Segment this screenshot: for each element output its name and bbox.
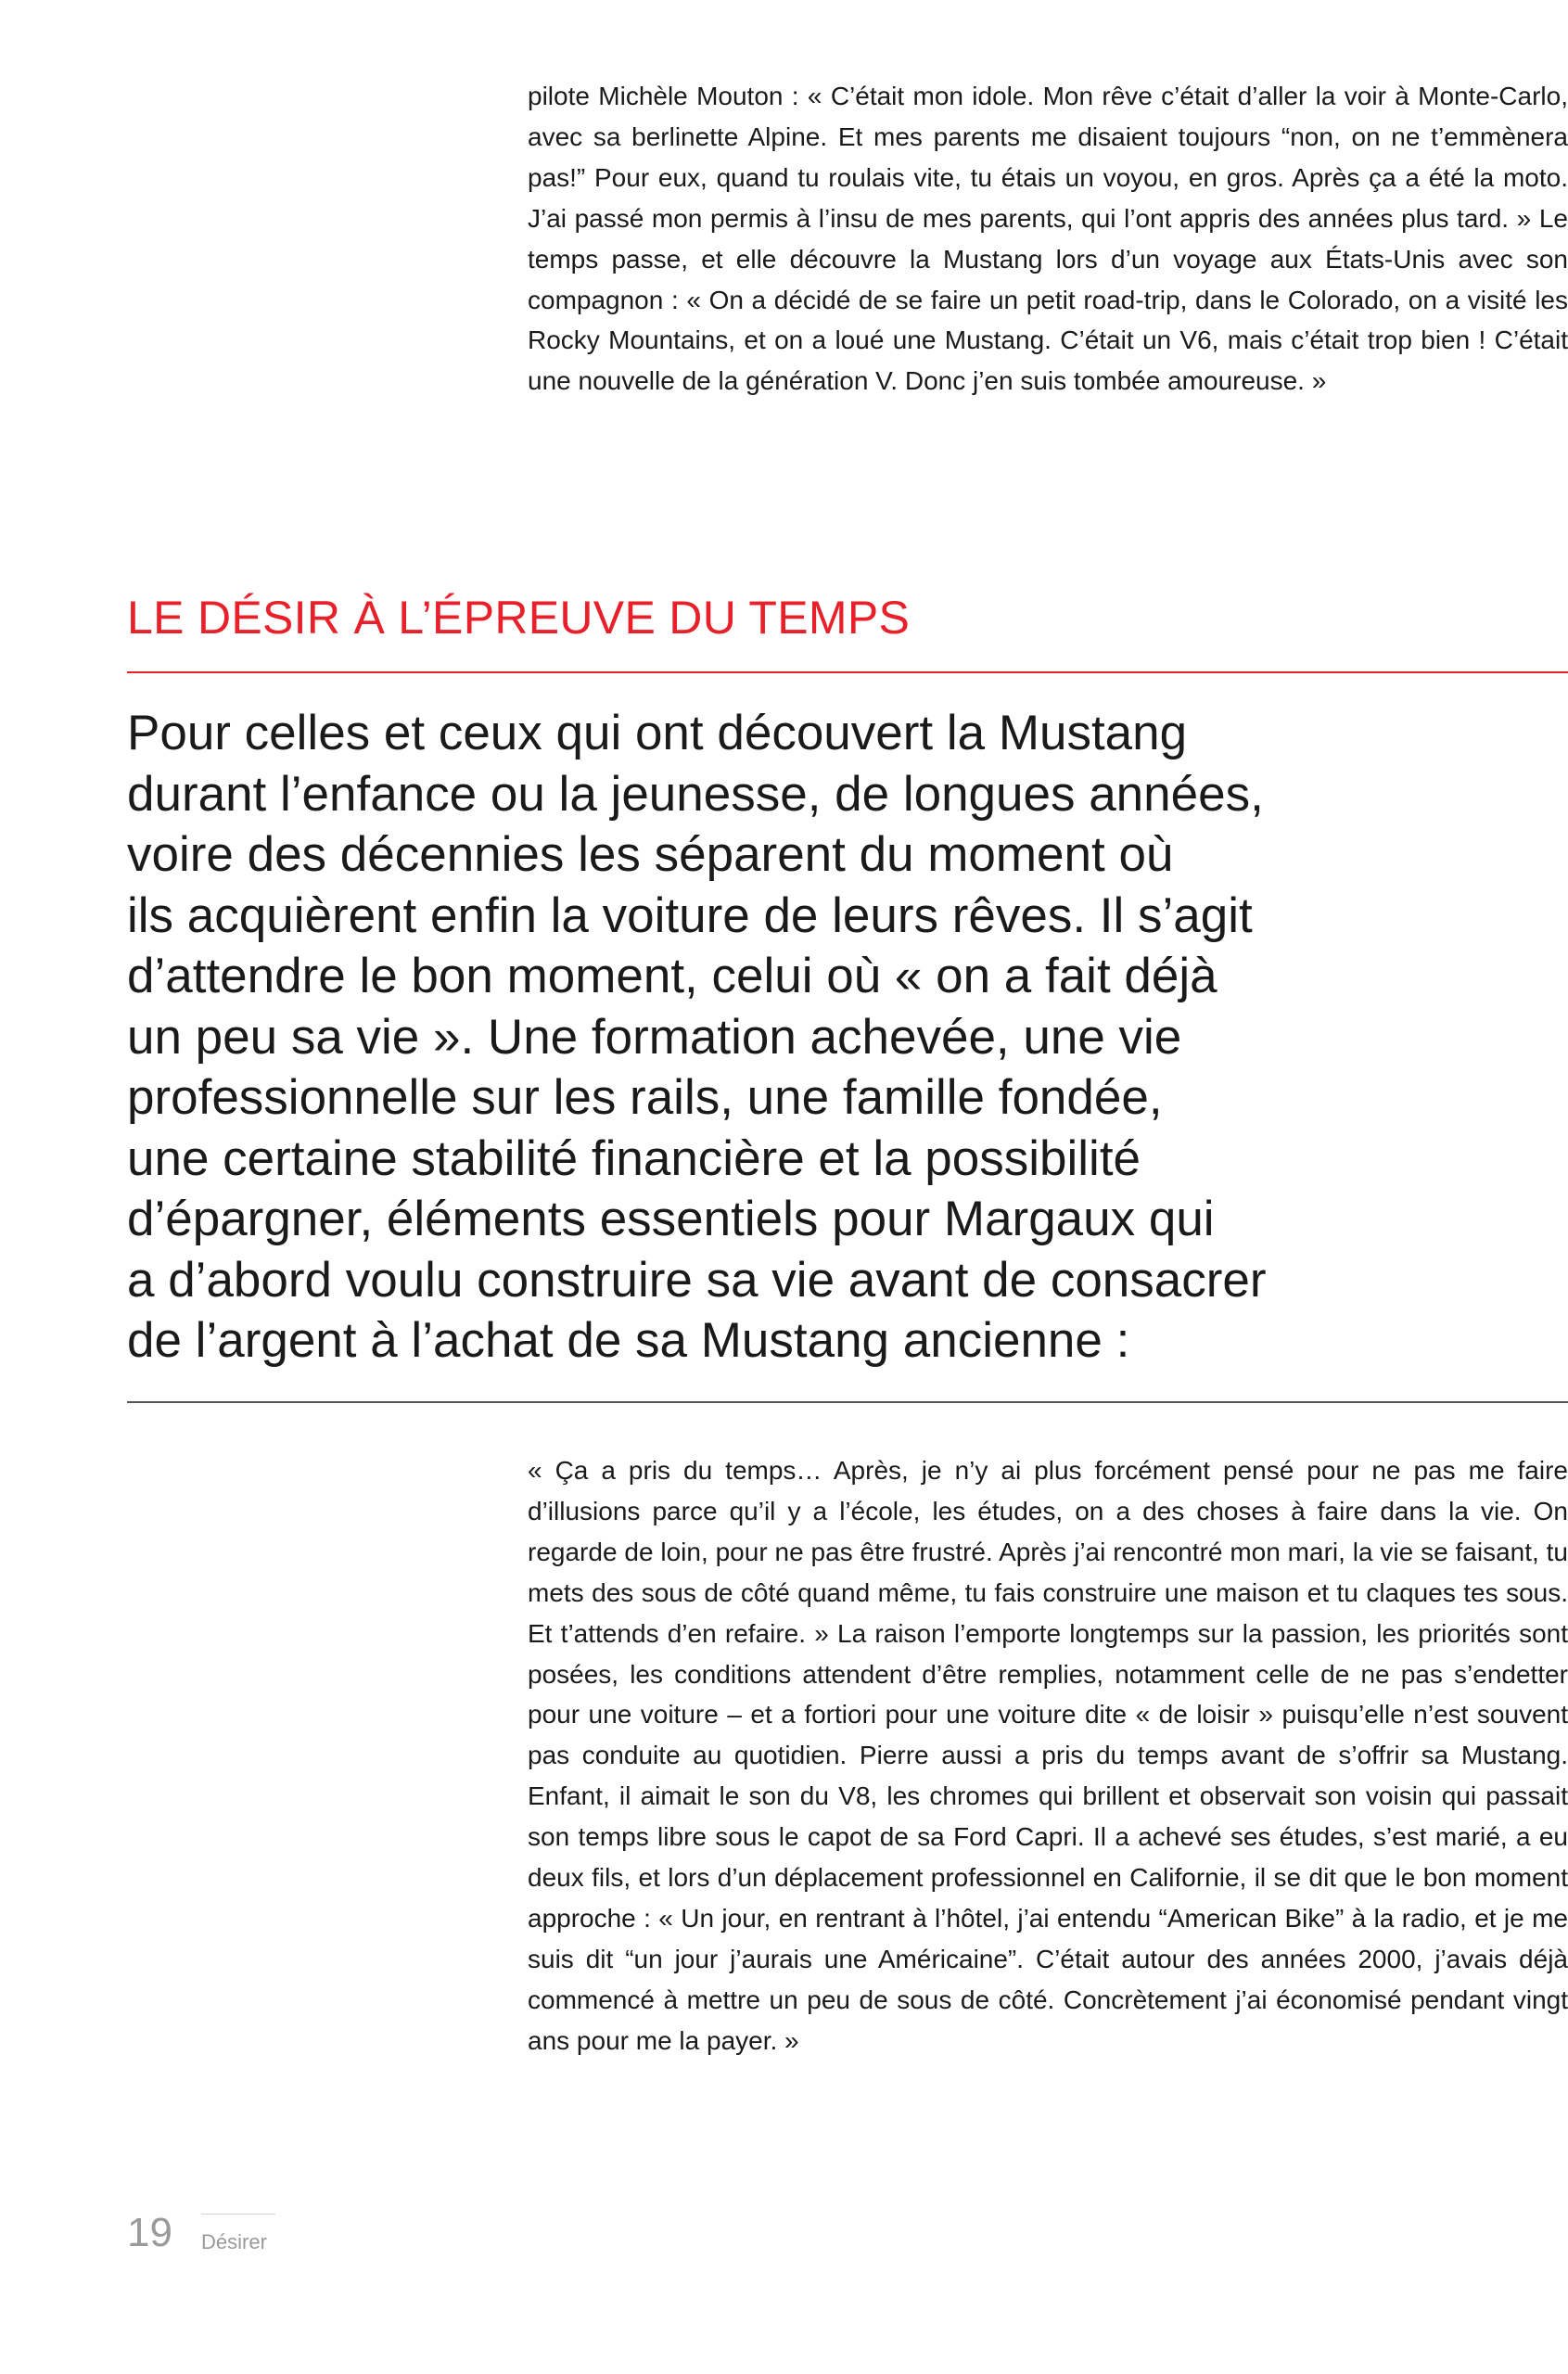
lead-line: Pour celles et ceux qui ont découvert la Mustang <box>127 706 1188 760</box>
lead-line: d’attendre le bon moment, celui où « on a fait déjà <box>127 949 1217 1003</box>
lead-line: a d’abord voulu construire sa vie avant de consacrer <box>127 1252 1267 1308</box>
lead-line: un peu sa vie ». Une formation achevée, une vie <box>127 1009 1182 1065</box>
lead-line: professionnelle sur les rails, une famille fondée, <box>127 1070 1163 1125</box>
lead-line: d’épargner, éléments essentiels pour Margaux qui <box>127 1192 1215 1246</box>
section-heading: LE DÉSIR À L’ÉPREUVE DU TEMPS <box>127 592 911 644</box>
running-section-name: Désirer <box>201 2230 267 2253</box>
quote-paragraph: « Ça a pris du temps… Après, je n’y ai plus forcément pensé pour ne pas me faire d’illusions parce qu’il y a l’école, les études, on a des choses à faire dans la vie. On regarde de loin, pour ne pas être frustré. Après j’ai rencontré mon mari, la vie se faisant, tu mets des sous de côté quand même, tu fais construire une maison et tu claques tes sous. Et t’attends d’en refaire. » La raison l’emporte longtemps sur la passion, les priorités sont posées, les conditions attendent d’être remplies, notamment celle de ne pas s’endetter pour une voiture – et a fortiori pour une voiture dite « de loisir » puisqu’elle n’est souvent pas conduite au quotidien. Pierre aussi a pris du temps avant de s’offrir sa Mustang. Enfant, il aimait le son du V8, les chromes qui brillent et observait son voisin qui passait son temps libre sous le capot de sa Ford Capri. Il a achevé ses études, s’est marié, a eu deux fils, et lors d’un déplacement professionnel en Californie, il se dit que le bon moment approche : « Un jour, en rentrant à l’hôtel, j’ai entendu “American Bike” à la radio, et je me suis dit “un jour j’aurais une Américaine”. C’était autour des années 2000, j’avais déjà commencé à mettre un peu de sous de côté. Concrètement j’ai économisé pendant vingt ans pour me la payer. » <box>528 1456 1568 2055</box>
lead-divider <box>127 1401 1568 1403</box>
lead-line: durant l’enfance ou la jeunesse, de longues années, <box>127 766 1264 822</box>
intro-paragraph: pilote Michèle Mouton : « C’était mon idole. Mon rêve c’était d’aller la voir à Monte-Carlo, avec sa berlinette Alpine. Et mes parents me disaient toujours “non, on ne t’emmènera pas!” Pour eux, quand tu roulais vite, tu étais un voyou, en gros. Après ça a été la moto. J’ai passé mon permis à l’insu de mes parents, qui l’ont appris des années plus tard. » Le temps passe, et elle découvre la Mustang lors d’un voyage aux États-Unis avec son compagnon : « On a décidé de se faire un petit road-trip, dans le Colorado, on a visité les Rocky Mountains, et on a loué une Mustang. C’était un V6, mais c’était trop bien ! C’était une nouvelle de la génération V. Donc j’en suis tombée amoureuse. » <box>528 82 1568 396</box>
page-number: 19 <box>127 2210 172 2255</box>
lead-line: une certaine stabilité financière et la possibilité <box>127 1130 1141 1186</box>
section-divider <box>127 671 1568 673</box>
lead-line: ils acquièrent enfin la voiture de leurs rêves. Il s’agit <box>127 887 1253 943</box>
lead-line: voire des décennies les séparent du moment où <box>127 827 1174 882</box>
lead-line: de l’argent à l’achat de sa Mustang ancienne : <box>127 1313 1130 1368</box>
lead-paragraph <box>127 703 1499 1372</box>
